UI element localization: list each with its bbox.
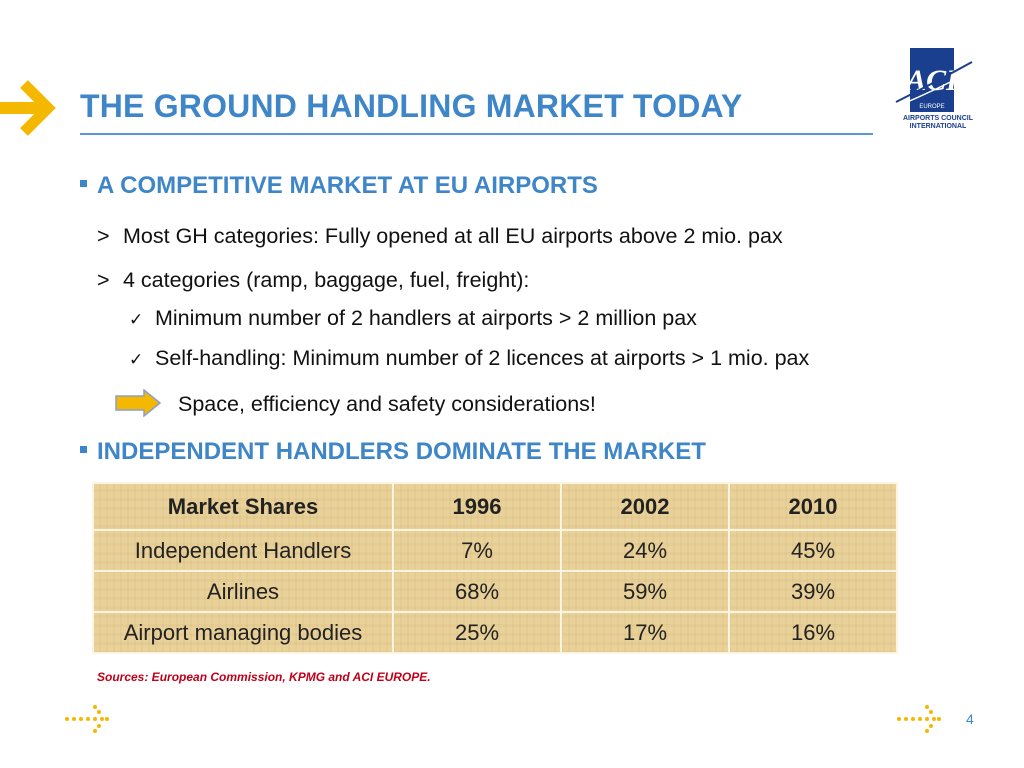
section-heading-text: INDEPENDENT HANDLERS DOMINATE THE MARKET [97,438,706,465]
table-cell: 24% [561,530,729,571]
market-shares-grid [92,482,898,654]
table-header-row [93,483,897,530]
item-text: Most GH categories: Fully opened at all EU airports above 2 mio. pax [123,224,783,248]
table-header-cell: 1996 [393,483,561,530]
section-heading-independent [80,438,706,466]
checkmark-icon: ✓ [129,310,144,329]
item-text: 4 categories (ramp, baggage, fuel, freight): [123,268,530,292]
page-number: 4 [966,711,974,727]
conclusion-text: Space, efficiency and safety considerations! [178,392,596,416]
logo-caption-line2: INTERNATIONAL [909,123,967,130]
table-cell: 16% [729,612,897,653]
table-cell: 68% [393,571,561,612]
section-heading-competitive [80,172,598,200]
section-heading-text: A COMPETITIVE MARKET AT EU AIRPORTS [97,172,598,199]
table-cell: Airlines [93,571,393,612]
table-cell: Independent Handlers [93,530,393,571]
item-marker: > [97,268,110,292]
table-cell: 45% [729,530,897,571]
table-cell: 7% [393,530,561,571]
title-arrow-icon [0,80,60,136]
sub-list-item [129,346,809,371]
square-bullet-icon [80,180,87,187]
sub-list-item [129,306,697,331]
list-item [97,268,529,293]
slide-title: THE GROUND HANDLING MARKET TODAY [80,88,743,124]
logo-sub: EUROPE [919,104,945,110]
table-header-cell: 2010 [729,483,897,530]
logo-caption-line1: AIRPORTS COUNCIL [903,115,973,122]
item-marker: > [97,224,110,248]
table-row [93,612,897,653]
square-bullet-icon [80,446,87,453]
dotted-arrow-icon [896,704,944,734]
market-shares-table [92,482,898,654]
table-cell: 25% [393,612,561,653]
checkmark-icon: ✓ [129,350,144,369]
title-underline [80,133,873,135]
list-item [97,224,783,249]
table-header-cell: 2002 [561,483,729,530]
source-note: Sources: European Commission, KPMG and ACI EUROPE. [97,670,431,684]
logo-letters: ACI [906,64,958,97]
table-header-cell: Market Shares [93,483,393,530]
sub-item-text: Self-handling: Minimum number of 2 licences at airports > 1 mio. pax [155,346,810,370]
dotted-arrow-icon [64,704,112,734]
block-arrow-icon [114,389,162,417]
table-cell: 59% [561,571,729,612]
sub-item-text: Minimum number of 2 handlers at airports > 2 million pax [155,306,697,330]
table-cell: 17% [561,612,729,653]
table-cell: 39% [729,571,897,612]
table-row [93,571,897,612]
table-row [93,530,897,571]
table-cell: Airport managing bodies [93,612,393,653]
logo-caption [896,115,980,131]
